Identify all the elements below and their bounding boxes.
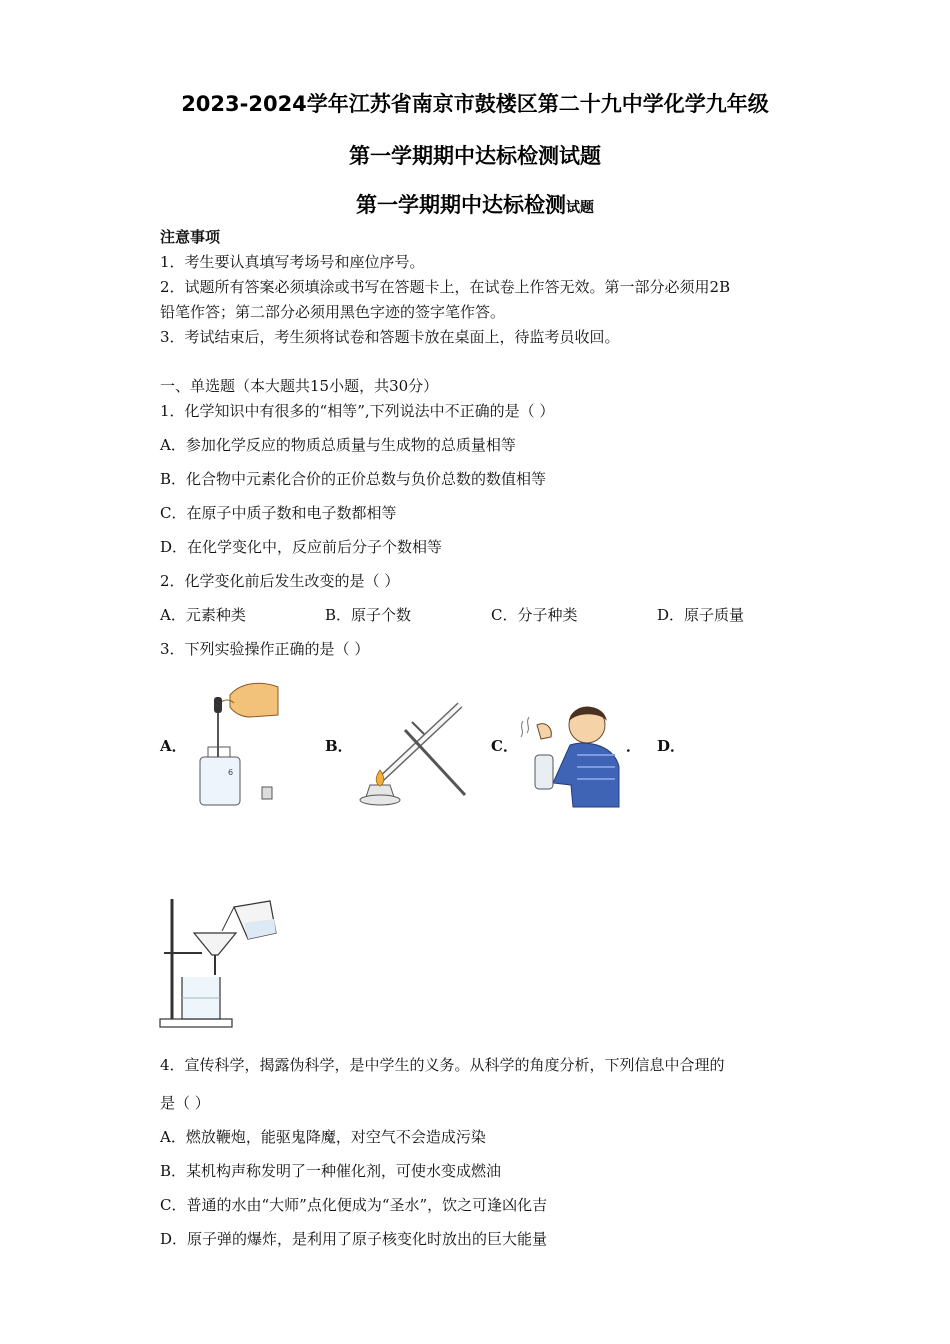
exam-title-line1: 2023-2024学年江苏省南京市鼓楼区第二十九中学化学九年级 [181, 92, 769, 116]
q2-option-d: D．原子质量 [657, 606, 745, 624]
q2-option-c: C．分子种类 [491, 606, 578, 624]
notice-item: 1．考生要认真填写考场号和座位序号。 [160, 253, 425, 271]
notice-item: 2．试题所有答案必须填涂或书写在答题卡上，在试卷上作答无效。第一部分必须用2B [160, 278, 731, 296]
q4-stem-line1: 4．宣传科学，揭露伪科学，是中学生的义务。从科学的角度分析，下列信息中合理的 [160, 1056, 725, 1074]
q3-label-b: B． [325, 737, 353, 755]
notice-heading: 注意事项 [160, 228, 221, 246]
q2-option-a: A．元素种类 [160, 606, 246, 624]
exam-title-line3 [0, 189, 950, 219]
q1-stem: 1．化学知识中有很多的“相等”,下列说法中不正确的是（ ） [160, 402, 555, 420]
q4-option-b: B．某机构声称发明了一种催化剂，可使水变成燃油 [160, 1162, 502, 1180]
q2-stem: 2．化学变化前后发生改变的是（ ） [160, 572, 400, 590]
exam-title-line3-main: 第一学期期中达标检测 [356, 193, 566, 217]
q4-option-c: C．普通的水由“大师”点化便成为“圣水”，饮之可逢凶化吉 [160, 1196, 548, 1214]
notice-item: 3．考试结束后，考生须将试卷和答题卡放在桌面上，待监考员收回。 [160, 328, 620, 346]
dropper-bottle-figure [190, 675, 285, 810]
q4-option-d: D．原子弹的爆炸，是利用了原子核变化时放出的巨大能量 [160, 1230, 548, 1248]
heating-test-tube-figure [350, 700, 470, 810]
q3-label-c: C． [491, 737, 518, 755]
section-heading: 一、单选题（本大题共15小题，共30分） [160, 377, 439, 395]
q3-stem: 3．下列实验操作正确的是（ ） [160, 640, 370, 658]
q1-option-a: A．参加化学反应的物质总质量与生成物的总质量相等 [160, 436, 516, 454]
exam-title-line3-small: 试题 [566, 200, 594, 216]
q1-option-d: D．在化学变化中，反应前后分子个数相等 [160, 538, 443, 556]
q1-option-c: C．在原子中质子数和电子数都相等 [160, 504, 397, 522]
exam-title-line2: 第一学期期中达标检测试题 [349, 144, 601, 168]
q3-label-dot: ． [626, 737, 642, 755]
q4-option-a: A．燃放鞭炮，能驱鬼降魔，对空气不会造成污染 [160, 1128, 486, 1146]
svg-text:6: 6 [228, 768, 234, 777]
smelling-gas-figure [515, 695, 625, 810]
q3-label-d: D． [657, 737, 686, 755]
q3-label-a: A． [160, 737, 187, 755]
q1-option-b: B．化合物中元素化合价的正价总数与负价总数的数值相等 [160, 470, 547, 488]
filtration-figure [158, 893, 283, 1033]
q4-stem-line2: 是（ ） [160, 1094, 210, 1112]
notice-item: 铅笔作答；第二部分必须用黑色字迹的签字笔作答。 [160, 303, 506, 321]
q2-option-b: B．原子个数 [325, 606, 412, 624]
